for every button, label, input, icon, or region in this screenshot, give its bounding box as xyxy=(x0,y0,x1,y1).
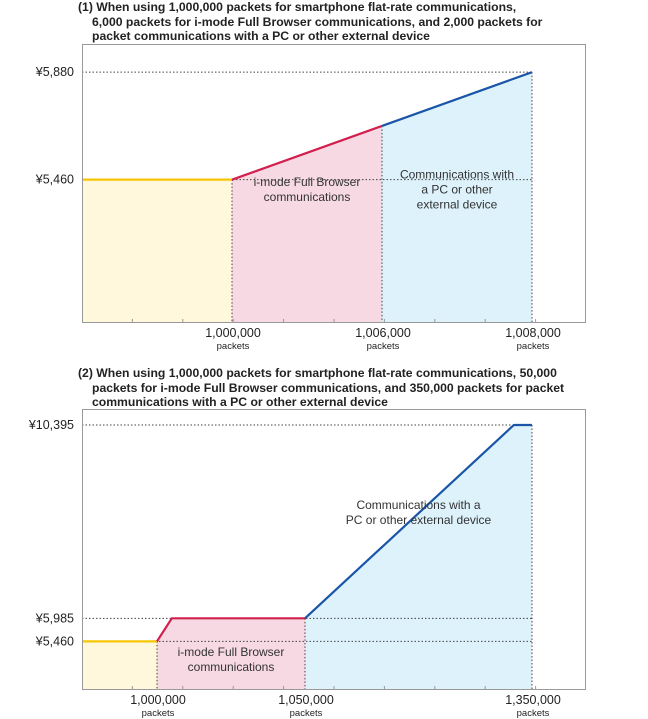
y-tick-label-1: ¥10,395 xyxy=(28,418,74,433)
chart-2-title-line-2: packets for i-mode Full Browser communications, and 350,000 packets for packet xyxy=(92,380,565,395)
y-tick-label-3: ¥5,460 xyxy=(35,634,74,649)
region-2-label-line-2: communications xyxy=(263,190,351,204)
region-2-label-line-1: i-mode Full Browser xyxy=(177,645,285,660)
x-tick-unit-3: packets xyxy=(516,708,550,719)
x-tick-value-1: 1,000,000 xyxy=(205,326,261,340)
x-tick-value-2: 1,050,000 xyxy=(278,693,334,707)
y-tick-label-2: ¥5,460 xyxy=(35,172,74,187)
chart-1-title-line-3: packet communications with a PC or other external device xyxy=(92,29,430,43)
region-3-label-line-2: a PC or other xyxy=(421,182,493,197)
region-3-label-line-1: Communications with xyxy=(399,167,515,182)
x-tick-value-3: 1,008,000 xyxy=(505,326,561,340)
x-tick-unit-3: packets xyxy=(516,341,550,352)
region-1-fill xyxy=(82,641,157,690)
region-3-label-line-3: external device xyxy=(416,197,498,212)
x-tick-unit-2: packets xyxy=(366,341,400,352)
chart-1-title-line-1: (1) When using 1,000,000 packets for smartphone flat-rate communications, xyxy=(78,0,517,14)
x-tick-unit-1: packets xyxy=(216,341,250,352)
region-2-label-line-1: i-mode Full Browser xyxy=(253,175,361,189)
x-tick-value-2: 1,006,000 xyxy=(355,326,411,340)
region-2-label-line-2: communications xyxy=(187,660,275,675)
chart-2 xyxy=(28,409,586,719)
chart-1 xyxy=(35,44,586,352)
region-3-label-line-2: PC or other external device xyxy=(345,513,492,528)
chart-2-title-line-3: communications with a PC or other external device xyxy=(92,395,388,409)
x-tick-value-1: 1,000,000 xyxy=(130,693,186,707)
x-tick-unit-2: packets xyxy=(289,708,323,719)
region-1-fill xyxy=(82,180,232,323)
chart-2-title-line-1: (2) When using 1,000,000 packets for smartphone flat-rate communications, 50,000 xyxy=(78,366,557,380)
x-tick-value-3: 1,350,000 xyxy=(505,693,561,707)
region-3-label-line-1: Communications with a xyxy=(356,498,481,513)
y-tick-label-1: ¥5,880 xyxy=(35,65,74,80)
y-tick-label-2: ¥5,985 xyxy=(35,611,74,626)
x-tick-unit-1: packets xyxy=(141,708,175,719)
chart-1-title-line-2: 6,000 packets for i-mode Full Browser communications, and 2,000 packets for xyxy=(92,14,543,29)
